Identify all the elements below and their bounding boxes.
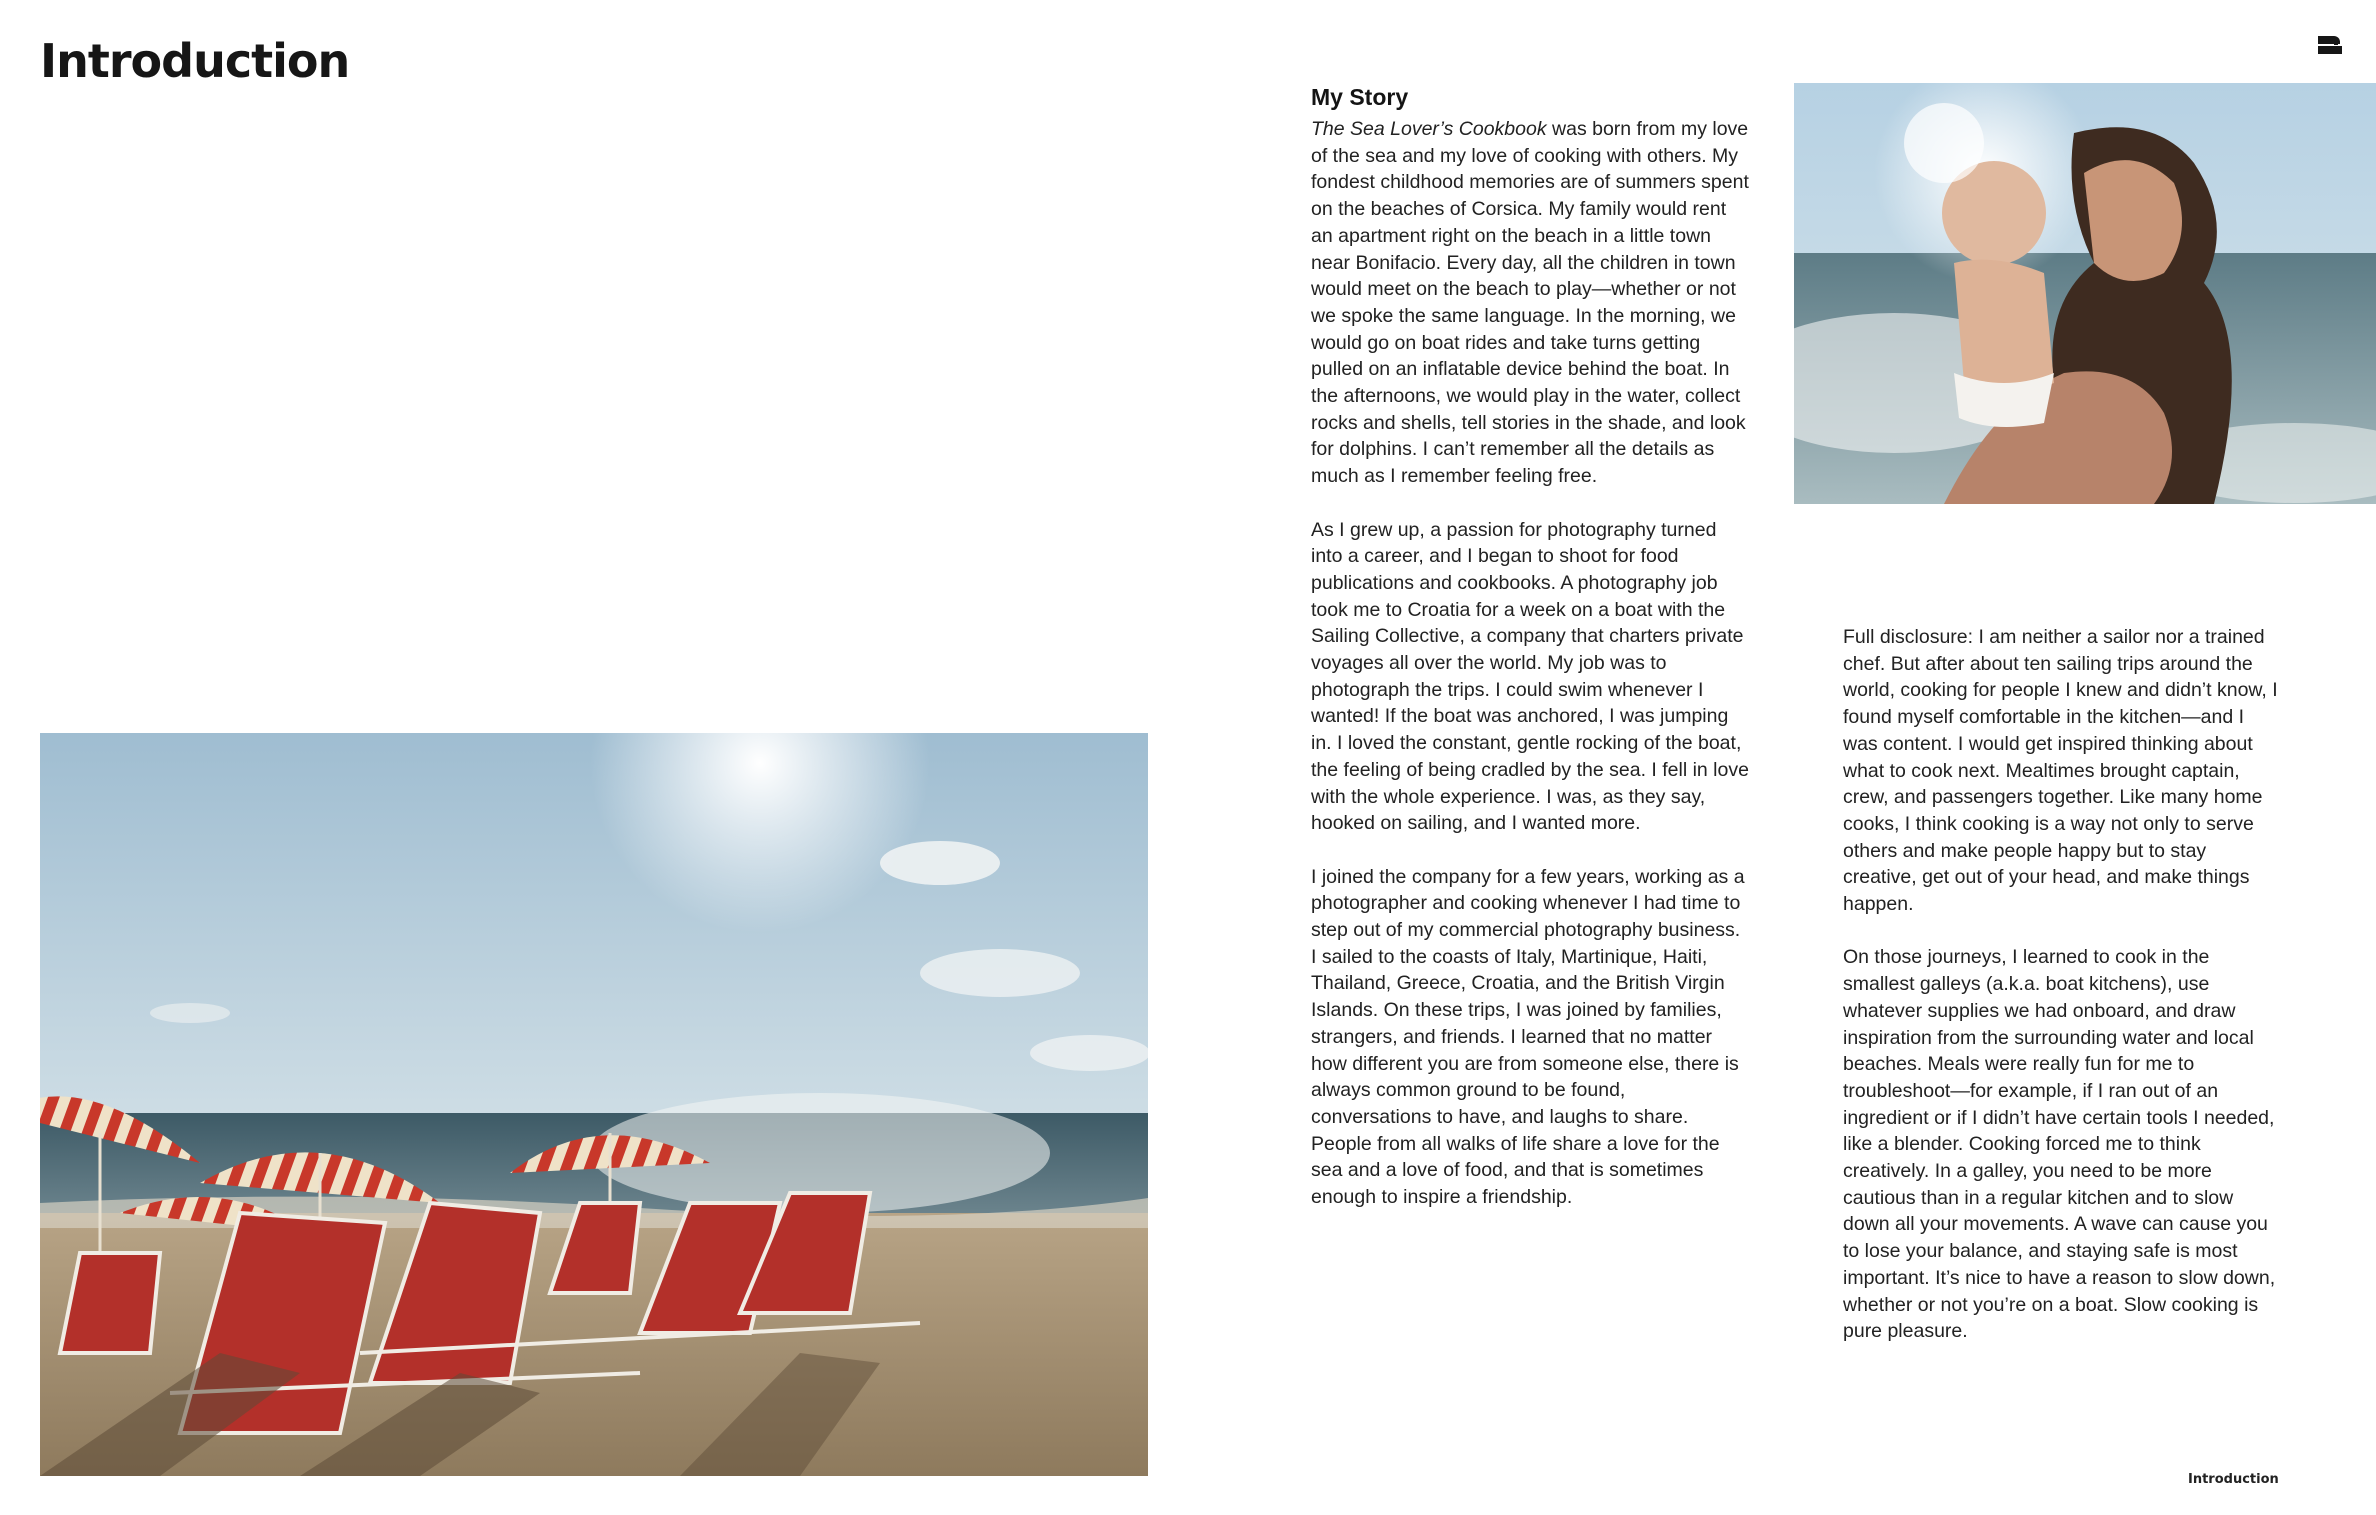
text-column-left: [1311, 116, 1751, 1237]
paragraph-4: Full disclosure: I am neither a sailor nor a trained chef. But after about ten sailing trips around the world, cooking for people I knew and didn’t know, I found myself comfortable in the kitchen—and I was content. I would get inspired thinking about what to cook next. Mealtimes brought captain, crew, and passengers together. Like many home cooks, I think cooking is a way not only to serve others and make people happy but to stay creative, get out of your head, and make things happen.: [1843, 626, 2278, 916]
brand-logo-icon: [2316, 33, 2344, 57]
paragraph-1-text: was born from my love of the sea and my love of cooking with others. My fondest childhood memories are of summers spent on the beaches of Corsica. My family would rent an apartment right on the beach in a little town near Bonifacio. Every day, all the children in town would meet on the beach to play—whether or not we spoke the same language. In the morning, we would go on boat rides and take turns getting pulled on an inflatable device behind the boat. In the afternoons, we would play in the water, collect rocks and shells, tell stories in the shade, and look for dolphins. I can’t remember all the details as much as I remember feeling free.: [1311, 118, 1749, 488]
running-footer: Introduction: [2188, 1472, 2279, 1487]
text-column-right: [1843, 624, 2283, 1372]
paragraph-5: On those journeys, I learned to cook in the smallest galleys (a.k.a. boat kitchens), use whatever supplies we had onboard, and draw inspiration from the surrounding water and local beaches. Meals were really fun for me to troubleshoot—for example, if I ran out of an ingredient or if I didn’t have certain tools I needed, like a blender. Cooking forced me to think creatively. In a galley, you need to be more cautious than in a regular kitchen and to slow down all your movements. A wave can cause you to lose your balance, and staying safe is most important. It’s nice to have a reason to slow down, whether or not you’re on a boat. Slow cooking is pure pleasure.: [1843, 946, 2276, 1343]
paragraph-1: [1311, 116, 1751, 490]
paragraph-3: I joined the company for a few years, working as a photographer and cooking whenever I had time to step out of my commercial photography business. I sailed to the coasts of Italy, Martinique, Haiti, Thailand, Greece, Croatia, and the British Virgin Islands. On these trips, I was joined by families, strangers, and friends. I learned that no matter how different you are from someone else, there is always common ground to be found, conversations to have, and laughs to share. People from all walks of life share a love for the sea and a love of food, and that is sometimes enough to inspire a friendship.: [1311, 865, 1745, 1209]
book-title: The Sea Lover’s Cookbook: [1311, 118, 1547, 140]
paragraph-2: As I grew up, a passion for photography turned into a career, and I began to shoot for food publications and cookbooks. A photography job took me to Croatia for a week on a boat with the Sailing Collective, a company that charters private voyages all over the world. My job was to photograph the trips. I could swim whenever I wanted! If the boat was anchored, I was jumping in. I loved the constant, gentle rocking of the boat, the feeling of being cradled by the sea. I fell in love with the whole experience. I was, as they say, hooked on sailing, and I wanted more.: [1311, 518, 1749, 835]
mother-and-baby-photo: [1794, 83, 2376, 504]
beach-umbrellas-photo: [40, 733, 1148, 1476]
page-title: Introduction: [40, 34, 350, 88]
section-heading: My Story: [1311, 84, 1409, 110]
